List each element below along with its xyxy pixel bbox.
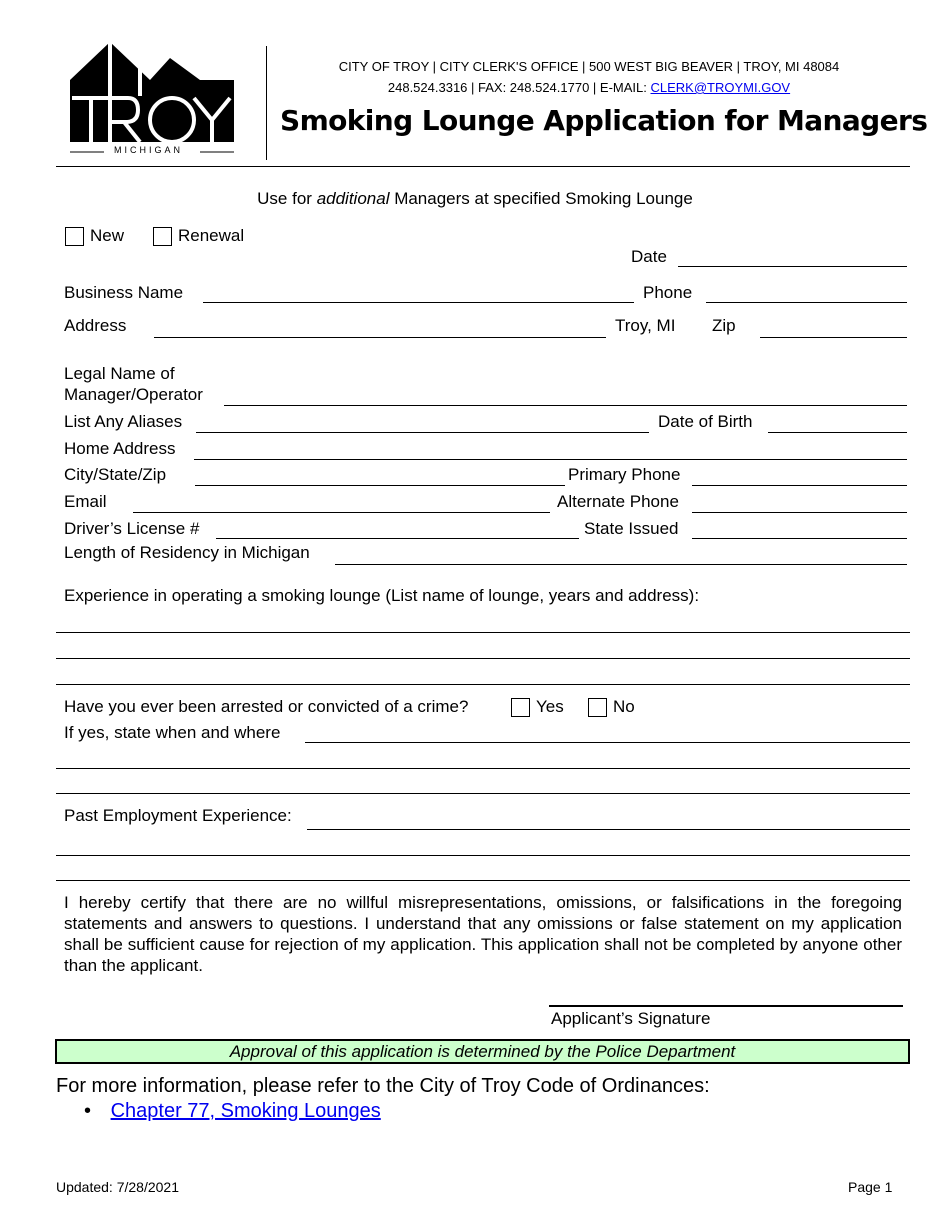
troy-logo — [62, 40, 242, 160]
yes-label: Yes — [536, 697, 564, 716]
renewal-label: Renewal — [178, 226, 245, 245]
if-yes-label: If yes, state when and where — [64, 723, 281, 742]
past-employment-label: Past Employment Experience: — [64, 806, 292, 825]
header-rule — [56, 166, 910, 167]
alternate-phone-label: Alternate Phone — [557, 492, 679, 511]
chapter-77-link[interactable]: Chapter 77, Smoking Lounges — [110, 1100, 381, 1122]
yes-checkbox[interactable] — [511, 698, 530, 717]
signature-field[interactable] — [549, 1005, 903, 1007]
email-link[interactable]: CLERK@TROYMI.GOV — [650, 80, 791, 95]
contact-line-1: CITY OF TROY | CITY CLERK'S OFFICE | 500 WEST BIG BEAVER | TROY, MI 48084 — [338, 59, 840, 74]
intro-pre: Use for — [257, 189, 317, 208]
business-name-label: Business Name — [64, 283, 184, 302]
arrested-label: Have you ever been arrested or convicted of a crime? — [64, 697, 469, 716]
drivers-license-field[interactable] — [216, 538, 579, 539]
ordinance-list-item — [84, 1098, 381, 1124]
aliases-label: List Any Aliases — [64, 412, 183, 431]
city-state-zip-field[interactable] — [195, 485, 565, 486]
email-label: Email — [64, 492, 107, 511]
page-title: Smoking Lounge Application for Managers — [280, 104, 928, 137]
experience-label: Experience in operating a smoking lounge (List name of lounge, years and address): — [64, 586, 700, 605]
contact-line-2 — [268, 77, 910, 98]
more-info-heading: For more information, please refer to the City of Troy Code of Ordinances: — [56, 1075, 710, 1097]
residency-label: Length of Residency in Michigan — [64, 543, 310, 562]
past-employment-field-line-1[interactable] — [307, 829, 910, 830]
home-address-label: Home Address — [64, 439, 176, 458]
signature-label: Applicant’s Signature — [551, 1009, 711, 1028]
approval-banner: Approval of this application is determined by the Police Department — [55, 1039, 910, 1064]
contact-phone-fax: 248.524.3316 | FAX: 248.524.1770 | E-MAIL: — [387, 80, 647, 95]
experience-field-line-3[interactable] — [56, 684, 910, 685]
troy-logo-graphic — [62, 40, 242, 160]
date-field[interactable] — [678, 266, 907, 267]
alternate-phone-field[interactable] — [692, 512, 907, 513]
new-checkbox[interactable] — [65, 227, 84, 246]
experience-field-line-1[interactable] — [56, 632, 910, 633]
new-label: New — [90, 226, 125, 245]
logo-subtitle: MICHIGAN — [114, 145, 183, 155]
intro-post: Managers at specified Smoking Lounge — [389, 189, 693, 208]
renewal-checkbox[interactable] — [153, 227, 172, 246]
zip-label: Zip — [712, 316, 736, 335]
primary-phone-label: Primary Phone — [568, 465, 681, 484]
intro-emphasis: additional — [316, 189, 390, 208]
phone-field[interactable] — [706, 302, 907, 303]
dob-field[interactable] — [768, 432, 907, 433]
if-yes-field-line-2[interactable] — [56, 768, 910, 769]
bullet: • — [84, 1100, 92, 1122]
city-label: Troy, MI — [615, 316, 676, 335]
email-field[interactable] — [133, 512, 550, 513]
business-name-field[interactable] — [203, 302, 634, 303]
legal-name-field[interactable] — [224, 405, 907, 406]
primary-phone-field[interactable] — [692, 485, 907, 486]
date-label: Date — [631, 247, 667, 266]
no-checkbox[interactable] — [588, 698, 607, 717]
aliases-field[interactable] — [196, 432, 649, 433]
home-address-field[interactable] — [194, 459, 907, 460]
no-label: No — [613, 697, 635, 716]
zip-field[interactable] — [760, 337, 907, 338]
state-issued-label: State Issued — [584, 519, 679, 538]
intro-text — [0, 189, 950, 209]
if-yes-field-line-1[interactable] — [305, 742, 910, 743]
address-label: Address — [64, 316, 127, 335]
if-yes-field-line-3[interactable] — [56, 793, 910, 794]
certification-text: I hereby certify that there are no willful misrepresentations, omissions, or falsifications in the foregoing statements and answers to questions. I understand that any omissions or false statement on my application shall be sufficient cause for rejection of my application. This application shall not be completed by anyone other than the applicant. — [64, 893, 902, 975]
state-issued-field[interactable] — [692, 538, 907, 539]
residency-field[interactable] — [335, 564, 907, 565]
header-divider — [266, 46, 267, 160]
past-employment-field-line-2[interactable] — [56, 855, 910, 856]
phone-label: Phone — [643, 283, 693, 302]
dob-label: Date of Birth — [658, 412, 753, 431]
past-employment-field-line-3[interactable] — [56, 880, 910, 881]
page-number: Page 1 — [848, 1179, 893, 1195]
drivers-license-label: Driver’s License # — [64, 519, 200, 538]
address-field[interactable] — [154, 337, 606, 338]
legal-name-label-2: Manager/Operator — [64, 385, 203, 404]
city-state-zip-label: City/State/Zip — [64, 465, 167, 484]
experience-field-line-2[interactable] — [56, 658, 910, 659]
updated-date: Updated: 7/28/2021 — [56, 1179, 179, 1195]
legal-name-label-1: Legal Name of — [64, 364, 175, 383]
